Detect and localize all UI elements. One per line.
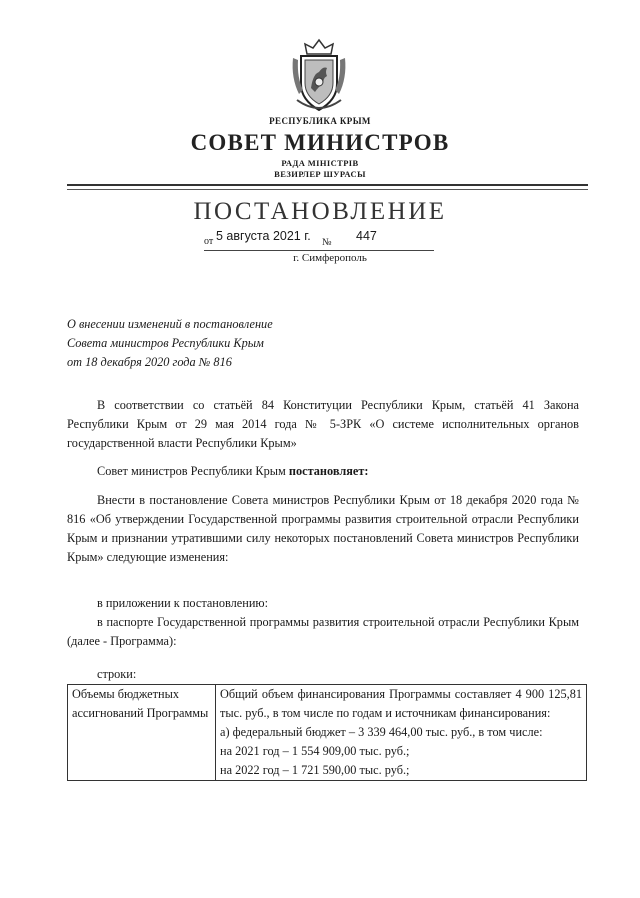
funding-2021: на 2021 год – 1 554 909,00 тыс. руб.; xyxy=(220,744,410,758)
council-title: СОВЕТ МИНИСТРОВ xyxy=(190,130,450,155)
decree-date: 5 августа 2021 г. xyxy=(216,229,311,243)
resolution-text: Совет министров Республики Крым xyxy=(97,464,289,478)
passport-paragraph: в паспорте Государственной программы развития строительной отрасли Республики Крым (далее - Программа): xyxy=(67,615,579,648)
resolution-paragraph xyxy=(67,462,579,481)
preamble-paragraph: В соответствии со статьёй 84 Конституции Республики Крым, статьёй 41 Закона Республики Крым от 29 мая 2014 года № 5-ЗРК «О системе исполнительных органов государственной власти Республики Крым» xyxy=(67,398,579,450)
decree-city: г. Симферополь xyxy=(293,252,367,264)
budget-label-cell: Объемы бюджетных ассигнований Программы xyxy=(68,685,216,781)
federal-budget: а) федеральный бюджет – 3 339 464,00 тыс. руб., в том числе: xyxy=(220,725,543,739)
lines-label: строки: xyxy=(97,667,137,681)
budget-value-cell xyxy=(216,685,587,781)
header-divider-thick xyxy=(67,184,588,186)
subject-line: от 18 декабря 2020 года № 816 xyxy=(67,355,232,369)
funding-2022: на 2022 год – 1 721 590,00 тыс. руб.; xyxy=(220,763,410,777)
number-sign: № xyxy=(322,237,332,248)
annex-paragraph: в приложении к постановлению: xyxy=(97,596,269,610)
budget-table xyxy=(67,684,587,781)
resolution-keyword: постановляет: xyxy=(288,464,369,478)
decree-number: 447 xyxy=(356,229,377,243)
subject-line: О внесении изменений в постановление xyxy=(67,317,273,331)
crimea-coat-of-arms-icon xyxy=(289,38,349,114)
header-divider-thin xyxy=(67,189,588,190)
council-title-crimean-tatar: ВЕЗИРЛЕР ШУРАСЫ xyxy=(274,169,366,179)
decree-subject xyxy=(67,315,273,372)
date-underline xyxy=(204,250,434,251)
republic-name: РЕСПУБЛИКА КРЫМ xyxy=(269,116,371,126)
decree-title: ПОСТАНОВЛЕНИЕ xyxy=(193,198,447,225)
date-prefix: от xyxy=(204,236,214,247)
council-title-ukrainian: РАДА МІНІСТРІВ xyxy=(281,158,359,168)
table-row xyxy=(68,685,587,781)
subject-line: Совета министров Республики Крым xyxy=(67,336,264,350)
total-funding: Общий объем финансирования Программы составляет 4 900 125,81 тыс. руб., в том числе по годам и источникам финансирования: xyxy=(220,687,582,720)
amendment-paragraph: Внести в постановление Совета министров Республики Крым от 18 декабря 2020 года № 816 «Об утверждении Государственной программы развития строительной отрасли Республики Крым и признании утратившими силу некоторых постановлений Совета министров Республики Крым» следующие изменения: xyxy=(67,493,579,564)
